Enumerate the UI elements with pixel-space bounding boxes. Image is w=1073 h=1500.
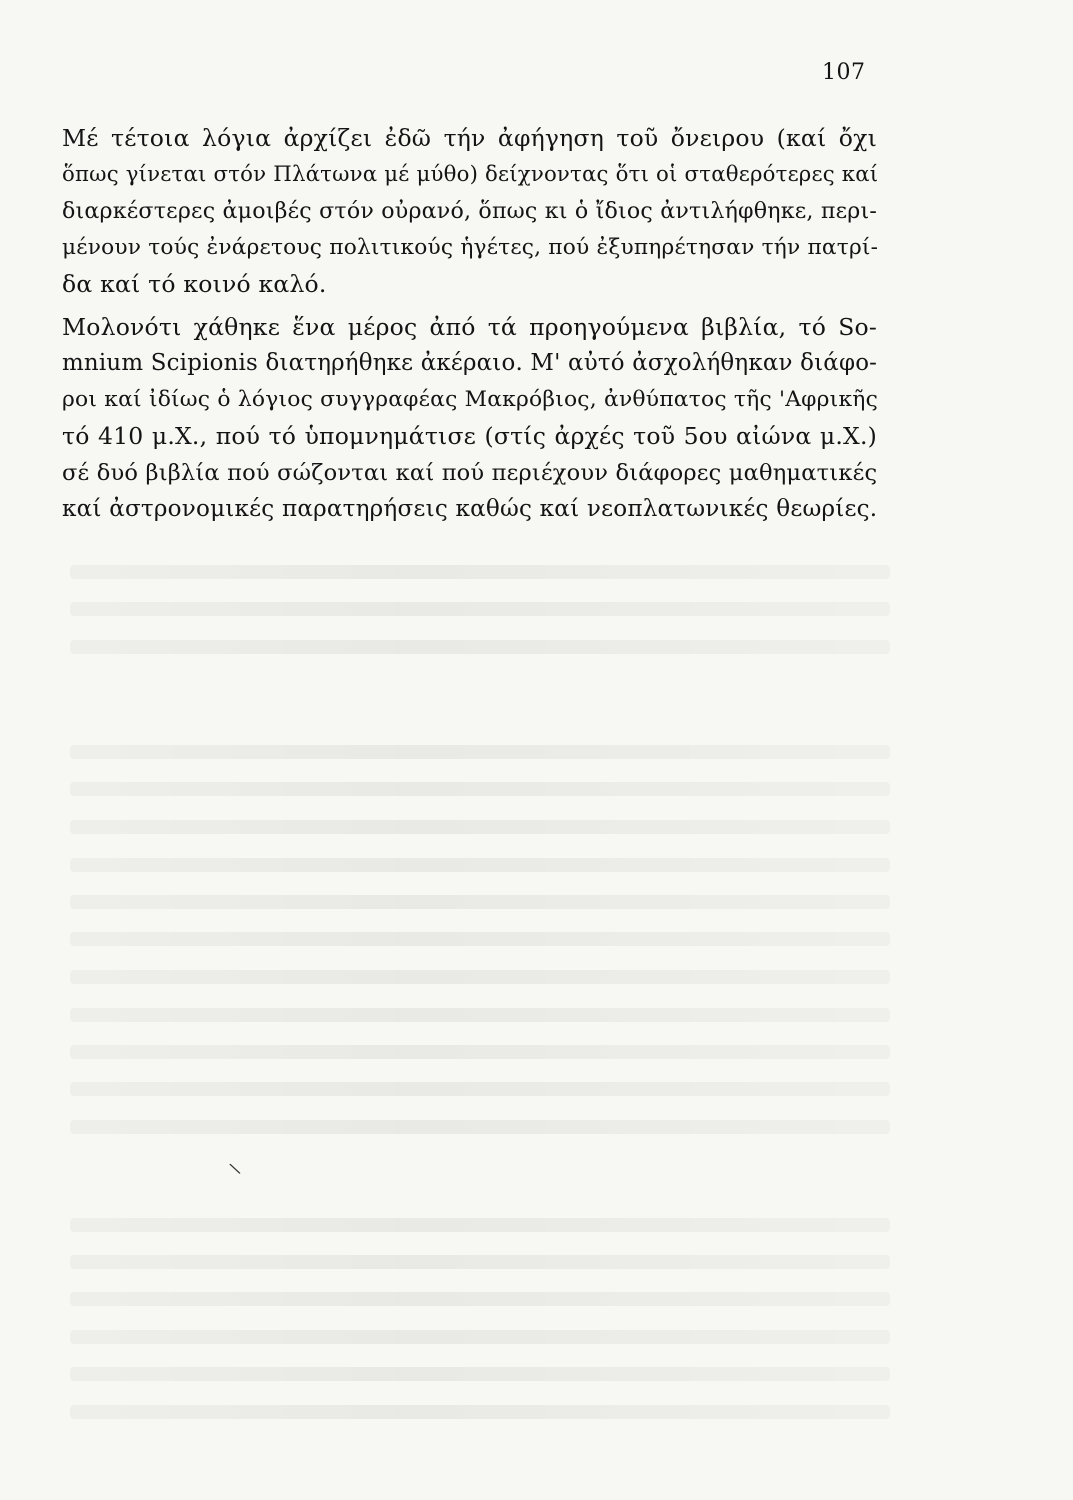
show-through-mark	[70, 1218, 890, 1232]
show-through-mark	[70, 602, 890, 616]
show-through-mark	[70, 820, 890, 834]
paragraph-2	[62, 309, 877, 528]
show-through-mark	[70, 1405, 890, 1419]
text-line: Μολονότι χάθηκε ἕνα μέρος ἀπό τά προηγούμενα βιβλία, τό So-	[62, 312, 877, 341]
show-through-mark	[70, 1330, 890, 1344]
text-line: σέ δυό βιβλία πού σώζονται καί πού περιέχουν διάφορες μαθηματικές	[62, 459, 878, 486]
text-line: μένουν τούς ἐνάρετους πολιτικούς ἡγέτες, πού ἐξυπηρέτησαν τήν πατρί-	[62, 234, 879, 260]
show-through-mark	[70, 970, 890, 984]
show-through-mark	[70, 565, 890, 579]
show-through-mark	[70, 640, 890, 654]
show-through-mark	[70, 1255, 890, 1269]
show-through-mark	[70, 1082, 890, 1096]
show-through-mark	[70, 1292, 890, 1306]
show-through-mark	[70, 782, 890, 796]
text-line: ὅπως γίνεται στόν Πλάτωνα μέ μύθο) δείχνοντας ὅτι οἱ σταθερότερες καί	[62, 161, 879, 187]
show-through-mark	[70, 858, 890, 872]
show-through-mark	[70, 1367, 890, 1381]
text-line: τό 410 μ.Χ., πού τό ὑπομνημάτισε (στίς ἀρχές τοῦ 5ου αἰώνα μ.Χ.)	[62, 422, 877, 450]
body-text	[62, 120, 877, 534]
text-line: δα καί τό κοινό καλό.	[62, 270, 327, 298]
ink-speck: \	[227, 1158, 242, 1179]
text-line: ροι καί ἰδίως ὁ λόγιος συγγραφέας Μακρόβιος, ἀνθύπατος τῆς 'Αφρικῆς	[62, 386, 878, 412]
text-line: καί ἀστρονομικές παρατηρήσεις καθώς καί νεοπλατωνικές θεωρίες.	[62, 496, 878, 522]
show-through-mark	[70, 1120, 890, 1134]
show-through-mark	[70, 745, 890, 759]
text-line: Μέ τέτοια λόγια ἀρχίζει ἐδῶ τήν ἀφήγηση τοῦ ὄνειρου (καί ὄχι	[62, 124, 877, 152]
text-line: mnium Scipionis διατηρήθηκε ἀκέραιο. Μ' αὐτό ἀσχολήθηκαν διάφο-	[62, 350, 878, 376]
show-through-mark	[70, 932, 890, 946]
text-line: διαρκέστερες ἀμοιβές στόν οὐρανό, ὅπως κι ὁ ἴδιος ἀντιλήφθηκε, περι-	[62, 198, 878, 224]
page-number: 107	[822, 60, 866, 85]
show-through-mark	[70, 895, 890, 909]
show-through-mark	[70, 1008, 890, 1022]
paragraph-1	[62, 120, 877, 303]
show-through-mark	[70, 1045, 890, 1059]
